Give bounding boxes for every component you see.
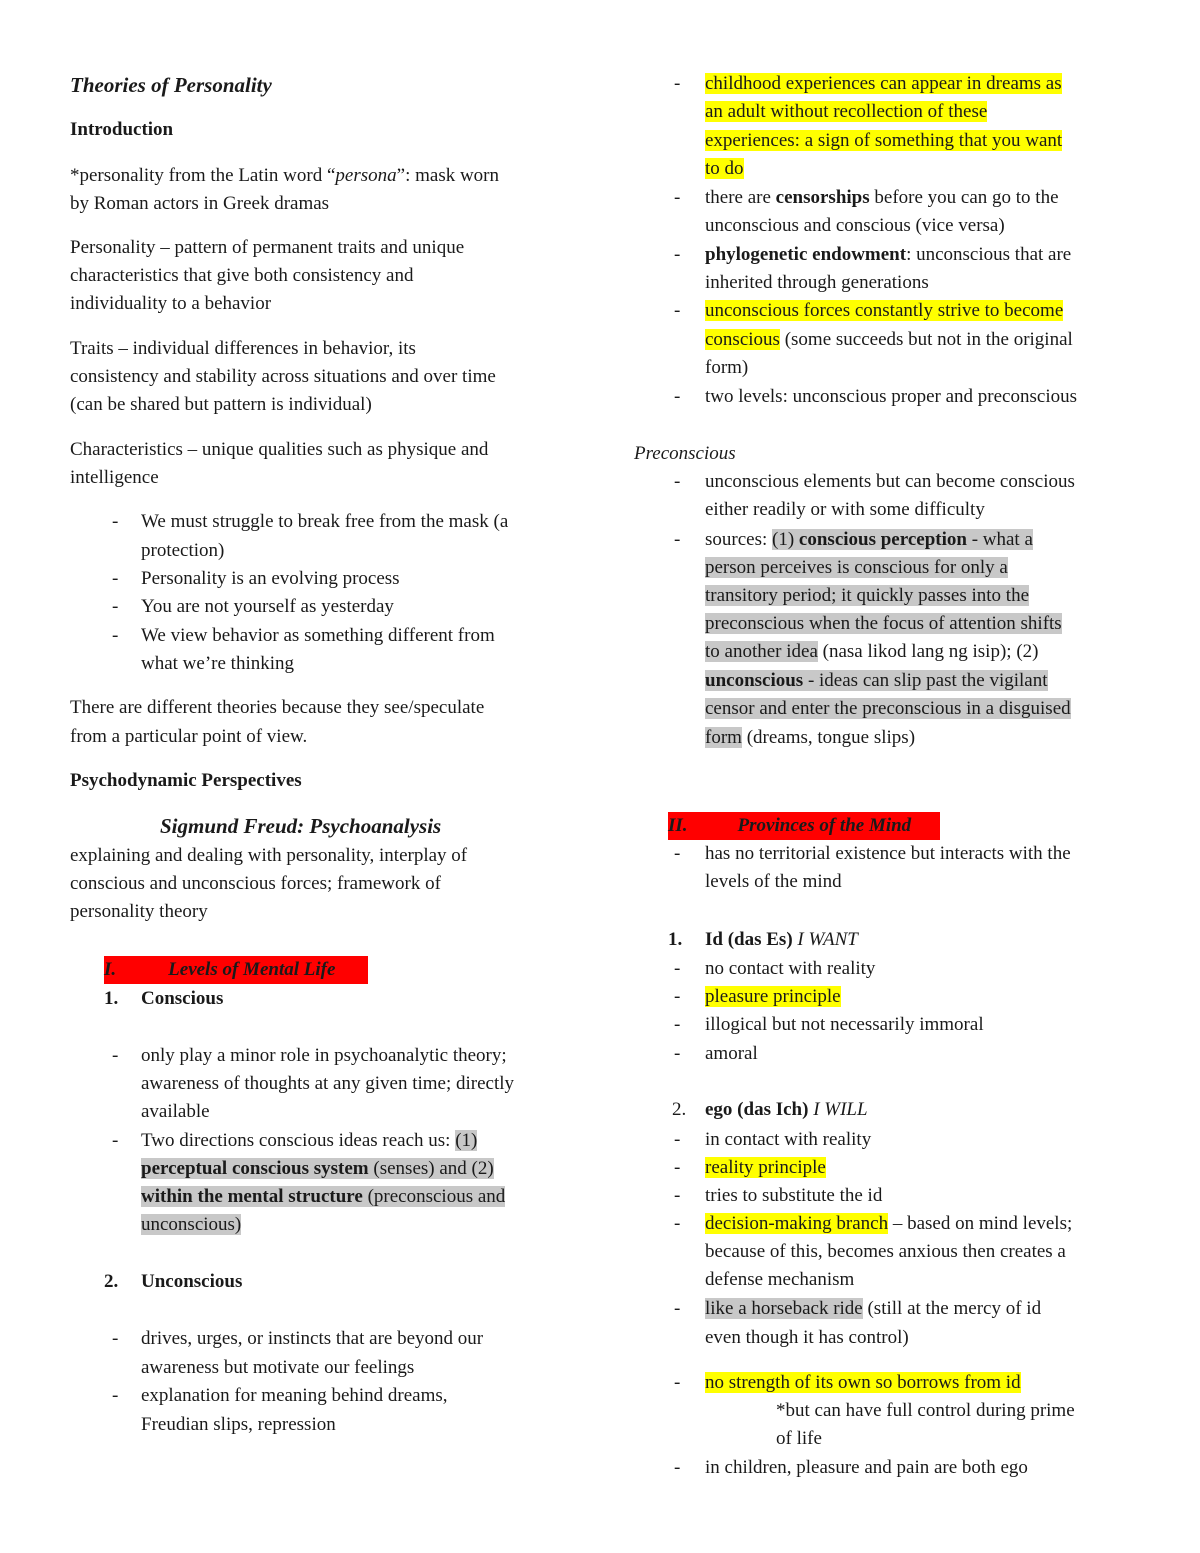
- ego-heading: ego (das Ich) I WILL: [705, 1099, 868, 1120]
- list-item: drives, urges, or instincts that are beyond our: [141, 1328, 484, 1349]
- bullet-dash: -: [674, 1213, 681, 1234]
- bullet-dash: -: [674, 73, 681, 94]
- list-item-line: to do: [705, 158, 744, 179]
- list-item-note: *but can have full control during prime: [776, 1400, 1075, 1421]
- bullet-dash: -: [674, 244, 681, 265]
- unconscious-number: 2.: [104, 1271, 119, 1292]
- bullet-dash: -: [112, 511, 119, 532]
- traits-definition-line: (can be shared but pattern is individual): [70, 394, 372, 415]
- list-item-note-line: of life: [776, 1428, 822, 1449]
- list-item: unconscious forces constantly strive to become: [705, 300, 1064, 321]
- list-item-line: form): [705, 357, 749, 378]
- list-item-line: either readily or with some difficulty: [705, 499, 985, 520]
- list-item-line: protection): [141, 540, 225, 561]
- personality-definition-line: individuality to a behavior: [70, 293, 272, 314]
- list-item: there are censorships before you can go to the: [705, 187, 1059, 208]
- section-heading-provinces: II. Provinces of the Mind: [668, 812, 940, 840]
- list-item-line: Freudian slips, repression: [141, 1414, 336, 1435]
- list-item: You are not yourself as yesterday: [141, 596, 394, 617]
- list-item: decision-making branch – based on mind levels;: [705, 1213, 1073, 1234]
- personality-definition-line: characteristics that give both consistency and: [70, 265, 414, 286]
- list-item: unconscious elements but can become conscious: [705, 471, 1075, 492]
- bullet-dash: -: [674, 986, 681, 1007]
- list-item-line: to another idea (nasa likod lang ng isip); (2): [705, 641, 1039, 662]
- bullet-dash: -: [112, 1130, 119, 1151]
- preconscious-heading: Preconscious: [634, 443, 736, 464]
- bullet-dash: -: [674, 1298, 681, 1319]
- bullet-dash: -: [112, 1045, 119, 1066]
- list-item-line: levels of the mind: [705, 871, 842, 892]
- list-item: pleasure principle: [705, 986, 841, 1007]
- list-item-line: awareness of thoughts at any given time; directly: [141, 1073, 515, 1094]
- intro-heading: Introduction: [70, 119, 174, 140]
- list-item: two levels: unconscious proper and preconscious: [705, 386, 1077, 407]
- intro-paragraph-line: by Roman actors in Greek dramas: [70, 193, 330, 214]
- list-item-line: unconscious - ideas can slip past the vigilant: [705, 670, 1048, 691]
- bullet-dash: -: [674, 187, 681, 208]
- list-item-line: what we’re thinking: [141, 653, 295, 674]
- list-item: Personality is an evolving process: [141, 568, 400, 589]
- list-item: phylogenetic endowment: unconscious that are: [705, 244, 1072, 265]
- list-item: like a horseback ride (still at the mercy of id: [705, 1298, 1042, 1319]
- list-item: We must struggle to break free from the mask (a: [141, 511, 509, 532]
- theories-paragraph-line: from a particular point of view.: [70, 726, 308, 747]
- list-item-line: perceptual conscious system (senses) and (2): [141, 1158, 494, 1179]
- list-item: sources: (1) conscious perception - what a: [705, 529, 1033, 550]
- id-heading: Id (das Es) I WANT: [705, 929, 858, 950]
- list-item-line: defense mechanism: [705, 1269, 855, 1290]
- bullet-dash: -: [674, 1185, 681, 1206]
- bullet-dash: -: [112, 596, 119, 617]
- bullet-dash: -: [674, 1457, 681, 1478]
- list-item-line: person perceives is conscious for only a: [705, 557, 1008, 578]
- bullet-dash: -: [112, 625, 119, 646]
- bullet-dash: -: [674, 1043, 681, 1064]
- list-item-line: transitory period; it quickly passes into the: [705, 585, 1030, 606]
- list-item-line: preconscious when the focus of attention shifts: [705, 613, 1062, 634]
- list-item: no contact with reality: [705, 958, 876, 979]
- bullet-dash: -: [112, 1328, 119, 1349]
- bullet-dash: -: [674, 1129, 681, 1150]
- list-item-line: experiences: a sign of something that you want: [705, 130, 1063, 151]
- list-item-line: available: [141, 1101, 210, 1122]
- list-item: We view behavior as something different from: [141, 625, 495, 646]
- bullet-dash: -: [674, 300, 681, 321]
- list-item: childhood experiences can appear in dreams as: [705, 73, 1062, 94]
- personality-definition: Personality – pattern of permanent traits and unique: [70, 237, 465, 258]
- section-heading-levels: I. Levels of Mental Life: [104, 956, 368, 984]
- bullet-dash: -: [674, 1372, 681, 1393]
- traits-definition-line: consistency and stability across situations and over time: [70, 366, 496, 387]
- list-item: amoral: [705, 1043, 758, 1064]
- list-item-line: an adult without recollection of these: [705, 101, 988, 122]
- bullet-dash: -: [112, 1385, 119, 1406]
- list-item-line: unconscious and conscious (vice versa): [705, 215, 1005, 236]
- bullet-dash: -: [674, 1014, 681, 1035]
- theories-paragraph: There are different theories because they see/speculate: [70, 697, 485, 718]
- list-item: in contact with reality: [705, 1129, 872, 1150]
- list-item-line: censor and enter the preconscious in a disguised: [705, 698, 1071, 719]
- list-item-line: form (dreams, tongue slips): [705, 727, 916, 748]
- list-item: tries to substitute the id: [705, 1185, 883, 1206]
- freud-description: explaining and dealing with personality, interplay of: [70, 845, 468, 866]
- list-item-line: within the mental structure (preconscious and: [141, 1186, 506, 1207]
- list-item: reality principle: [705, 1157, 826, 1178]
- bullet-dash: -: [674, 1157, 681, 1178]
- document-title: Theories of Personality: [70, 73, 272, 97]
- list-item-line: even though it has control): [705, 1327, 909, 1348]
- list-item-line: unconscious): [141, 1214, 242, 1235]
- freud-description-line: personality theory: [70, 901, 208, 922]
- list-item: Two directions conscious ideas reach us: (1): [141, 1130, 478, 1151]
- list-item-line: because of this, becomes anxious then creates a: [705, 1241, 1066, 1262]
- unconscious-heading: Unconscious: [141, 1271, 243, 1292]
- psychodynamic-heading: Psychodynamic Perspectives: [70, 770, 302, 791]
- characteristics-definition: Characteristics – unique qualities such as physique and: [70, 439, 489, 460]
- list-item-line: conscious (some succeeds but not in the original: [705, 329, 1073, 350]
- freud-heading: Sigmund Freud: Psychoanalysis: [160, 814, 442, 838]
- list-item: no strength of its own so borrows from id: [705, 1372, 1021, 1393]
- list-item: explanation for meaning behind dreams,: [141, 1385, 448, 1406]
- id-number: 1.: [668, 929, 683, 950]
- bullet-dash: -: [674, 958, 681, 979]
- list-item: in children, pleasure and pain are both ego: [705, 1457, 1028, 1478]
- conscious-number: 1.: [104, 988, 119, 1009]
- traits-definition: Traits – individual differences in behavior, its: [70, 338, 416, 359]
- list-item-line: awareness but motivate our feelings: [141, 1357, 415, 1378]
- list-item: has no territorial existence but interacts with the: [705, 843, 1071, 864]
- intro-paragraph: *personality from the Latin word “persona”: mask worn: [70, 165, 500, 186]
- bullet-dash: -: [112, 568, 119, 589]
- list-item: illogical but not necessarily immoral: [705, 1014, 984, 1035]
- conscious-heading: Conscious: [141, 988, 224, 1009]
- ego-number: 2.: [672, 1099, 687, 1120]
- bullet-dash: -: [674, 471, 681, 492]
- list-item-line: inherited through generations: [705, 272, 929, 293]
- bullet-dash: -: [674, 386, 681, 407]
- list-item: only play a minor role in psychoanalytic theory;: [141, 1045, 507, 1066]
- characteristics-definition-line: intelligence: [70, 467, 159, 488]
- bullet-dash: -: [674, 843, 681, 864]
- bullet-dash: -: [674, 529, 681, 550]
- freud-description-line: conscious and unconscious forces; framework of: [70, 873, 441, 894]
